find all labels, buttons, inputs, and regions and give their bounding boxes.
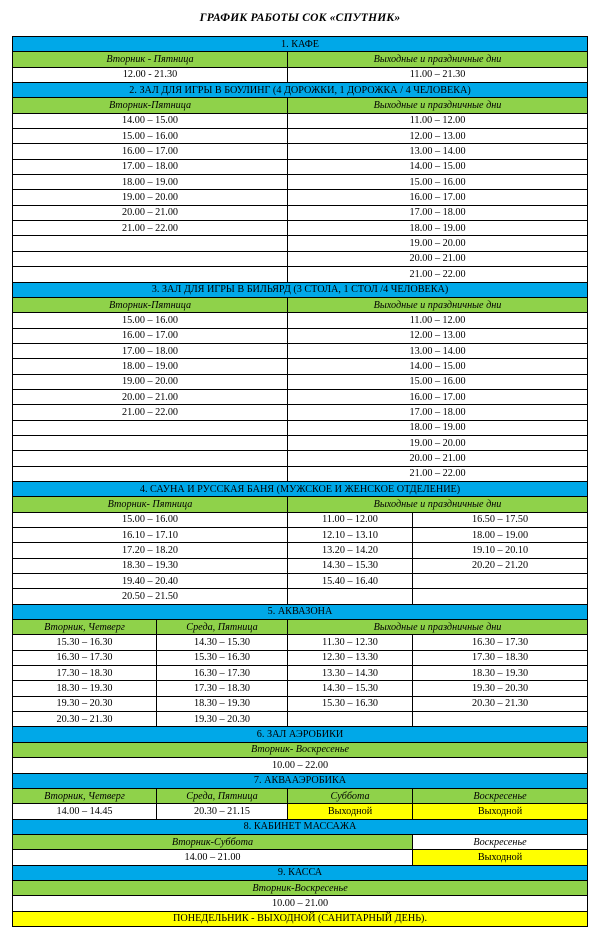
time-cell <box>13 435 288 450</box>
column-header: Вторник- Пятница <box>13 497 288 512</box>
section-title-cashier: 9. КАССА <box>13 865 588 880</box>
aqua-section <box>13 604 588 619</box>
time-cell: 10.00 – 21.00 <box>13 896 588 911</box>
time-cell: 20.30 – 21.30 <box>413 696 588 711</box>
time-cell: 13.00 – 14.00 <box>288 343 588 358</box>
time-cell: 19.30 – 20.30 <box>413 681 588 696</box>
time-cell: 20.20 – 21.20 <box>413 558 588 573</box>
column-header: Суббота <box>288 788 413 803</box>
bowling-section <box>13 83 588 98</box>
section-title-massage: 8. КАБИНЕТ МАССАЖА <box>13 819 588 834</box>
time-cell <box>288 712 413 727</box>
table-row <box>13 313 588 328</box>
time-cell: 14.30 – 15.30 <box>157 635 288 650</box>
table-row <box>13 267 588 282</box>
time-cell: 15.00 – 16.00 <box>13 512 288 527</box>
aquaaerobics-section <box>13 773 588 788</box>
table-row <box>13 374 588 389</box>
billiard-section <box>13 282 588 297</box>
time-cell: 16.10 – 17.10 <box>13 528 288 543</box>
cafe-header <box>13 52 588 67</box>
time-cell: 13.30 – 14.30 <box>288 666 413 681</box>
section-title-billiard: 3. ЗАЛ ДЛЯ ИГРЫ В БИЛЬЯРД (3 СТОЛА, 1 СТОЛ /4 ЧЕЛОВЕКА) <box>13 282 588 297</box>
closed-day-banner: ПОНЕДЕЛЬНИК - ВЫХОДНОЙ (САНИТАРНЫЙ ДЕНЬ). <box>13 911 588 926</box>
time-cell: 17.30 – 18.30 <box>157 681 288 696</box>
time-cell <box>288 589 413 604</box>
time-cell: 14.30 – 15.30 <box>288 681 413 696</box>
time-cell: 18.00 – 19.00 <box>13 359 288 374</box>
time-cell <box>13 451 288 466</box>
time-cell: 19.00 – 20.00 <box>13 190 288 205</box>
time-cell: 19.10 – 20.10 <box>413 543 588 558</box>
time-cell: 21.00 – 22.00 <box>13 405 288 420</box>
table-row <box>13 67 588 82</box>
cashier-section <box>13 865 588 880</box>
column-header: Среда, Пятница <box>157 788 288 803</box>
table-row <box>13 758 588 773</box>
day-off-cell: Выходной <box>288 804 413 819</box>
time-cell: 21.00 – 22.00 <box>13 221 288 236</box>
massage-header <box>13 834 588 849</box>
time-cell: 16.30 – 17.30 <box>157 666 288 681</box>
time-cell: 17.30 – 18.30 <box>413 650 588 665</box>
table-row <box>13 190 588 205</box>
time-cell: 14.00 – 14.45 <box>13 804 157 819</box>
time-cell <box>13 251 288 266</box>
time-cell: 20.30 – 21.15 <box>157 804 288 819</box>
time-cell: 12.30 – 13.30 <box>288 650 413 665</box>
time-cell: 16.30 – 17.30 <box>13 650 157 665</box>
time-cell: 14.00 – 15.00 <box>288 359 588 374</box>
time-cell: 21.00 – 22.00 <box>288 267 588 282</box>
billiard-header <box>13 297 588 312</box>
table-row <box>13 205 588 220</box>
section-title-aquazone: 5. АКВАЗОНА <box>13 604 588 619</box>
column-header: Вторник - Пятница <box>13 52 288 67</box>
column-header: Вторник-Воскресенье <box>13 880 588 895</box>
day-off-cell: Выходной <box>413 850 588 865</box>
time-cell: 14.00 – 15.00 <box>13 113 288 128</box>
column-header: Вторник- Воскресенье <box>13 742 588 757</box>
aerobics-section <box>13 727 588 742</box>
table-row <box>13 251 588 266</box>
column-header: Выходные и праздничные дни <box>288 620 588 635</box>
time-cell: 12.00 – 13.00 <box>288 129 588 144</box>
table-row <box>13 650 588 665</box>
cashier-header <box>13 880 588 895</box>
table-row <box>13 236 588 251</box>
time-cell <box>13 466 288 481</box>
column-header: Среда, Пятница <box>157 620 288 635</box>
aqua-header <box>13 620 588 635</box>
time-cell: 19.00 – 20.00 <box>13 374 288 389</box>
time-cell: 18.00 – 19.00 <box>288 221 588 236</box>
table-row <box>13 328 588 343</box>
time-cell: 18.30 – 19.30 <box>13 558 288 573</box>
column-header: Вторник, Четверг <box>13 788 157 803</box>
column-header: Воскресенье <box>413 834 588 849</box>
time-cell <box>13 236 288 251</box>
table-row <box>13 558 588 573</box>
time-cell: 11.00 – 12.00 <box>288 113 588 128</box>
table-row <box>13 574 588 589</box>
time-cell: 18.00 – 19.00 <box>413 528 588 543</box>
time-cell: 18.00 – 19.00 <box>288 420 588 435</box>
time-cell <box>13 267 288 282</box>
table-row <box>13 512 588 527</box>
column-header: Выходные и праздничные дни <box>288 52 588 67</box>
time-cell: 17.00 – 18.00 <box>13 343 288 358</box>
column-header: Воскресенье <box>413 788 588 803</box>
time-cell: 11.00 – 21.30 <box>288 67 588 82</box>
time-cell: 19.00 – 20.00 <box>288 435 588 450</box>
time-cell: 15.30 – 16.30 <box>13 635 157 650</box>
time-cell: 15.00 – 16.00 <box>288 374 588 389</box>
table-row <box>13 420 588 435</box>
time-cell: 17.30 – 18.30 <box>13 666 157 681</box>
time-cell <box>413 712 588 727</box>
time-cell: 19.00 – 20.00 <box>288 236 588 251</box>
aquaaerobics-header <box>13 788 588 803</box>
time-cell: 14.00 – 21.00 <box>13 850 413 865</box>
schedule-table <box>12 36 588 927</box>
footer-row <box>13 911 588 926</box>
table-row <box>13 712 588 727</box>
time-cell: 20.50 – 21.50 <box>13 589 288 604</box>
table-row <box>13 405 588 420</box>
time-cell: 20.00 – 21.00 <box>288 451 588 466</box>
section-title-cafe: 1. КАФЕ <box>13 37 588 52</box>
time-cell: 14.30 – 15.30 <box>288 558 413 573</box>
time-cell <box>13 420 288 435</box>
table-row <box>13 666 588 681</box>
table-row <box>13 175 588 190</box>
table-row <box>13 129 588 144</box>
table-row <box>13 389 588 404</box>
time-cell: 13.20 – 14.20 <box>288 543 413 558</box>
section-title-aerobics: 6. ЗАЛ АЭРОБИКИ <box>13 727 588 742</box>
table-row <box>13 466 588 481</box>
column-header: Вторник, Четверг <box>13 620 157 635</box>
time-cell: 20.00 – 21.00 <box>13 205 288 220</box>
cafe-section <box>13 37 588 52</box>
table-row <box>13 528 588 543</box>
time-cell <box>413 589 588 604</box>
time-cell: 16.50 – 17.50 <box>413 512 588 527</box>
time-cell: 17.00 – 18.00 <box>288 405 588 420</box>
bowling-header <box>13 98 588 113</box>
table-row <box>13 144 588 159</box>
table-row <box>13 850 588 865</box>
sauna-header <box>13 497 588 512</box>
time-cell: 16.00 – 17.00 <box>288 190 588 205</box>
table-row <box>13 589 588 604</box>
time-cell: 11.00 – 12.00 <box>288 512 413 527</box>
column-header: Вторник-Пятница <box>13 98 288 113</box>
time-cell: 20.00 – 21.00 <box>13 389 288 404</box>
time-cell: 14.00 – 15.00 <box>288 159 588 174</box>
time-cell: 15.00 – 16.00 <box>288 175 588 190</box>
time-cell: 13.00 – 14.00 <box>288 144 588 159</box>
time-cell: 18.30 – 19.30 <box>413 666 588 681</box>
time-cell: 11.30 – 12.30 <box>288 635 413 650</box>
time-cell: 18.30 – 19.30 <box>13 681 157 696</box>
table-row <box>13 113 588 128</box>
time-cell: 17.00 – 18.00 <box>13 159 288 174</box>
section-title-aquaaerobics: 7. АКВААЭРОБИКА <box>13 773 588 788</box>
table-row <box>13 451 588 466</box>
table-row <box>13 435 588 450</box>
time-cell: 16.00 – 17.00 <box>13 328 288 343</box>
time-cell: 19.30 – 20.30 <box>13 696 157 711</box>
time-cell: 20.30 – 21.30 <box>13 712 157 727</box>
table-row <box>13 221 588 236</box>
time-cell: 15.00 – 16.00 <box>13 313 288 328</box>
time-cell: 11.00 – 12.00 <box>288 313 588 328</box>
time-cell: 18.30 – 19.30 <box>157 696 288 711</box>
time-cell: 21.00 – 22.00 <box>288 466 588 481</box>
table-row <box>13 804 588 819</box>
section-title-bowling: 2. ЗАЛ ДЛЯ ИГРЫ В БОУЛИНГ (4 ДОРОЖКИ, 1 ДОРОЖКА / 4 ЧЕЛОВЕКА) <box>13 83 588 98</box>
aerobics-header <box>13 742 588 757</box>
column-header: Выходные и праздничные дни <box>288 297 588 312</box>
time-cell: 18.00 – 19.00 <box>13 175 288 190</box>
time-cell: 15.00 – 16.00 <box>13 129 288 144</box>
page-title: ГРАФИК РАБОТЫ СОК «СПУТНИК» <box>199 12 401 24</box>
time-cell: 12.00 - 21.30 <box>13 67 288 82</box>
massage-section <box>13 819 588 834</box>
table-row <box>13 696 588 711</box>
time-cell: 20.00 – 21.00 <box>288 251 588 266</box>
time-cell: 15.30 – 16.30 <box>157 650 288 665</box>
time-cell: 16.30 – 17.30 <box>413 635 588 650</box>
table-row <box>13 896 588 911</box>
time-cell: 12.00 – 13.00 <box>288 328 588 343</box>
table-row <box>13 159 588 174</box>
time-cell: 16.00 – 17.00 <box>288 389 588 404</box>
column-header: Вторник-Пятница <box>13 297 288 312</box>
column-header: Вторник-Суббота <box>13 834 413 849</box>
time-cell: 15.40 – 16.40 <box>288 574 413 589</box>
table-row <box>13 681 588 696</box>
day-off-cell: Выходной <box>413 804 588 819</box>
sauna-section <box>13 481 588 496</box>
time-cell: 19.40 – 20.40 <box>13 574 288 589</box>
time-cell: 19.30 – 20.30 <box>157 712 288 727</box>
column-header: Выходные и праздничные дни <box>288 98 588 113</box>
table-row <box>13 635 588 650</box>
table-row <box>13 359 588 374</box>
table-row <box>13 543 588 558</box>
time-cell: 16.00 – 17.00 <box>13 144 288 159</box>
time-cell: 15.30 – 16.30 <box>288 696 413 711</box>
section-title-sauna: 4. САУНА И РУССКАЯ БАНЯ (МУЖСКОЕ И ЖЕНСКОЕ ОТДЕЛЕНИЕ) <box>13 481 588 496</box>
time-cell: 10.00 – 22.00 <box>13 758 588 773</box>
time-cell: 17.00 – 18.00 <box>288 205 588 220</box>
table-row <box>13 343 588 358</box>
time-cell: 12.10 – 13.10 <box>288 528 413 543</box>
column-header: Выходные и праздничные дни <box>288 497 588 512</box>
time-cell <box>413 574 588 589</box>
time-cell: 17.20 – 18.20 <box>13 543 288 558</box>
